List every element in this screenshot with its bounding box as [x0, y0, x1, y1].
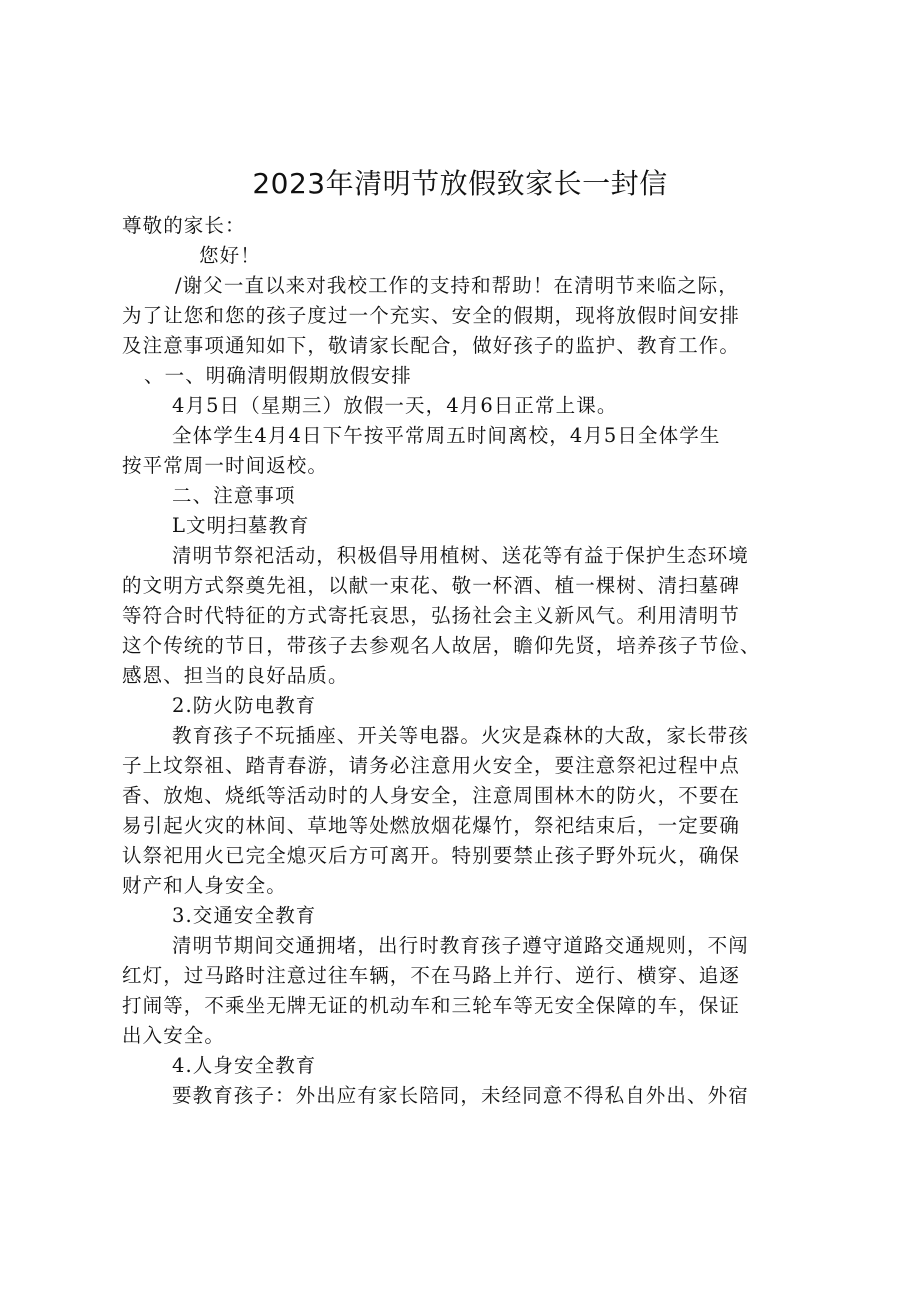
item2-line: 教育孩子不玩插座、开关等电器。火灾是森林的大敌，家长带孩 [172, 724, 749, 747]
item3-line: 红灯，过马路时注意过往车辆，不在马路上并行、逆行、横穿、追逐 [122, 964, 741, 987]
item2-heading: 2.防火防电教育 [172, 694, 317, 717]
item2-line: 香、放炮、烧纸等活动时的人身安全，注意周围林木的防火，不要在 [122, 784, 741, 807]
item1-line: 等符合时代特征的方式寄托哀思，弘扬社会主义新风气。利用清明节 [122, 604, 741, 627]
item3-line: 打闹等，不乘坐无牌无证的机动车和三轮车等无安全保障的车，保证 [122, 994, 741, 1017]
document-title: 2023年清明节放假致家长一封信 [252, 167, 668, 200]
section1-line: 4月5日（星期三）放假一天，4月6日正常上课。 [172, 394, 618, 417]
item1-line: 的文明方式祭奠先祖，以献一束花、敬一杯酒、植一棵树、清扫墓碑 [122, 574, 741, 597]
item2-line: 认祭祀用火已完全熄灭后方可离开。特别要禁止孩子野外玩火，确保 [122, 844, 741, 867]
intro-line: /谢父一直以来对我校工作的支持和帮助！在清明节来临之际， [175, 274, 739, 297]
item1-heading: L文明扫墓教育 [172, 514, 310, 537]
item3-line: 出入安全。 [122, 1024, 226, 1047]
item3-line: 清明节期间交通拥堵，出行时教育孩子遵守道路交通规则，不闯 [172, 934, 749, 957]
item4-line: 要教育孩子：外出应有家长陪同，未经同意不得私自外出、外宿 [172, 1084, 749, 1107]
item2-line: 子上坟祭祖、踏青春游，请务必注意用火安全，要注意祭祀过程中点 [122, 754, 741, 777]
item1-line: 感恩、担当的良好品质。 [122, 664, 349, 687]
intro-line: 为了让您和您的孩子度过一个充实、安全的假期，现将放假时间安排 [122, 304, 741, 327]
salutation: 尊敬的家长： [122, 214, 246, 237]
section1-line: 全体学生4月4日下午按平常周五时间离校，4月5日全体学生 [172, 424, 721, 447]
item2-line: 易引起火灾的林间、草地等处燃放烟花爆竹，祭祀结束后，一定要确 [122, 814, 741, 837]
greeting: 您好！ [199, 244, 261, 267]
section2-heading: 二、注意事项 [172, 484, 296, 507]
item3-heading: 3.交通安全教育 [172, 904, 317, 927]
section1-line: 按平常周一时间返校。 [122, 454, 329, 477]
item1-line: 这个传统的节日，带孩子去参观名人故居，瞻仰先贤，培养孩子节俭、 [122, 634, 761, 657]
item1-line: 清明节祭祀活动，积极倡导用植树、送花等有益于保护生态环境 [172, 544, 749, 567]
item2-line: 财产和人身安全。 [122, 874, 287, 897]
intro-line: 及注意事项通知如下，敬请家长配合，做好孩子的监护、教育工作。 [122, 334, 741, 357]
item4-heading: 4.人身安全教育 [172, 1054, 317, 1077]
section1-heading: 、一、明确清明假期放假安排 [144, 364, 412, 387]
